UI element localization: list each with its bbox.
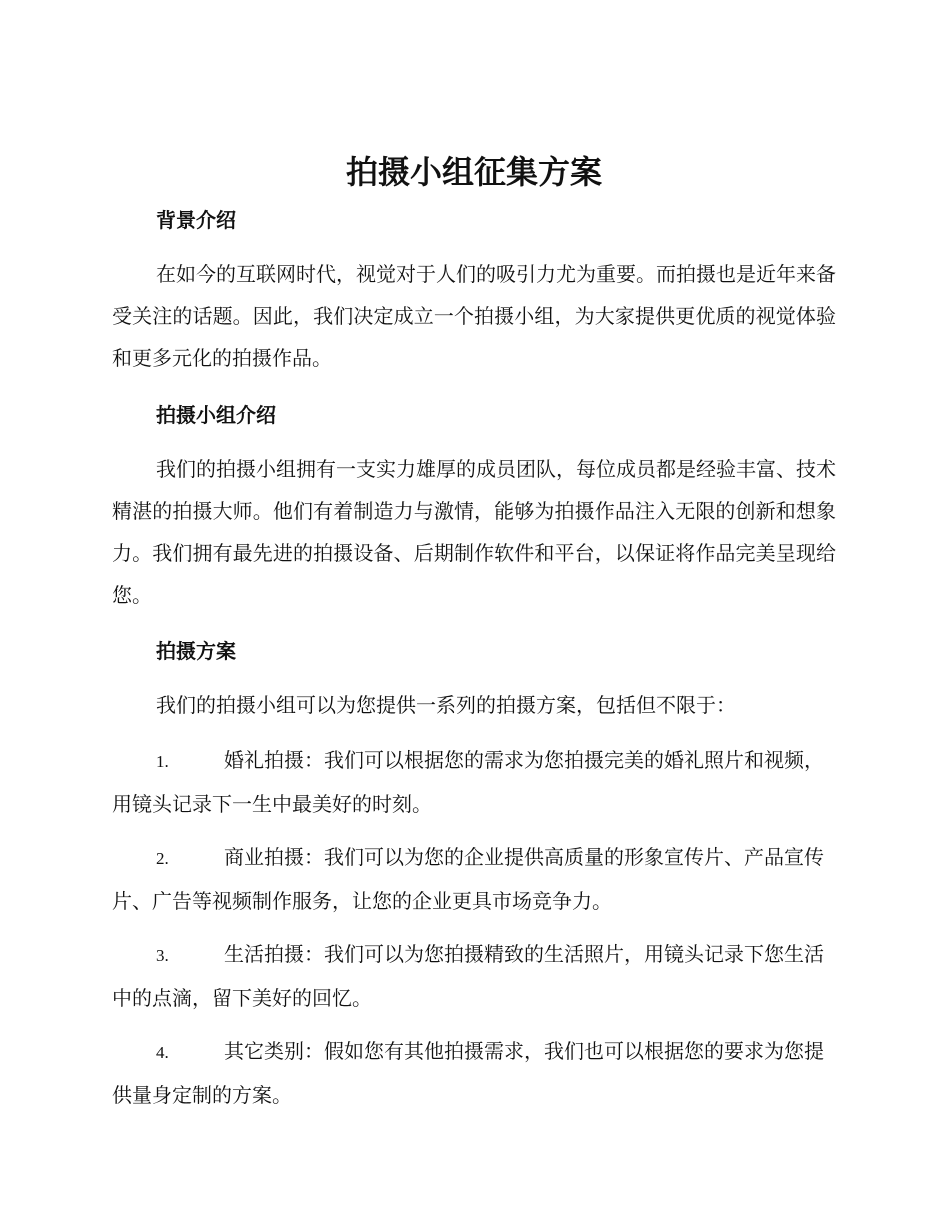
- list-item-text: 生活拍摄：我们可以为您拍摄精致的生活照片，用镜头记录下您生活中的点滴，留下美好的回忆。: [112, 942, 824, 1010]
- document-title: 拍摄小组征集方案: [345, 153, 602, 191]
- list-item-text: 婚礼拍摄：我们可以根据您的需求为您拍摄完美的婚礼照片和视频，用镜头记录下一生中最美好的时刻。: [112, 748, 824, 816]
- section-paragraph-plan: 我们的拍摄小组可以为您提供一系列的拍摄方案，包括但不限于：: [156, 693, 736, 717]
- section-heading-plan: 拍摄方案: [156, 639, 236, 663]
- list-item: [112, 933, 836, 1019]
- section-heading-background: 背景介绍: [156, 208, 236, 232]
- list-item: [112, 836, 836, 922]
- list-item-number: 2.: [156, 849, 169, 868]
- list-item-number: 1.: [156, 752, 169, 771]
- section-paragraph-team: 我们的拍摄小组拥有一支实力雄厚的成员团队，每位成员都是经验丰富、技术精湛的拍摄大师。他们有着制造力与激情，能够为拍摄作品注入无限的创新和想象力。我们拥有最先进的拍摄设备、后期制作软件和平台，以保证将作品完美呈现给您。: [112, 457, 836, 607]
- list-item: [112, 1030, 836, 1116]
- section-heading-team: 拍摄小组介绍: [156, 403, 276, 427]
- list-item-text: 其它类别：假如您有其他拍摄需求，我们也可以根据您的要求为您提供量身定制的方案。: [112, 1039, 824, 1107]
- list-item: [112, 739, 836, 825]
- list-item-number: 3.: [156, 946, 169, 965]
- list-item-text: 商业拍摄：我们可以为您的企业提供高质量的形象宣传片、产品宣传片、广告等视频制作服务，让您的企业更具市场竞争力。: [112, 845, 824, 913]
- list-item-number: 4.: [156, 1043, 169, 1062]
- section-paragraph-background: 在如今的互联网时代，视觉对于人们的吸引力尤为重要。而拍摄也是近年来备受关注的话题。因此，我们决定成立一个拍摄小组，为大家提供更优质的视觉体验和更多元化的拍摄作品。: [112, 262, 836, 370]
